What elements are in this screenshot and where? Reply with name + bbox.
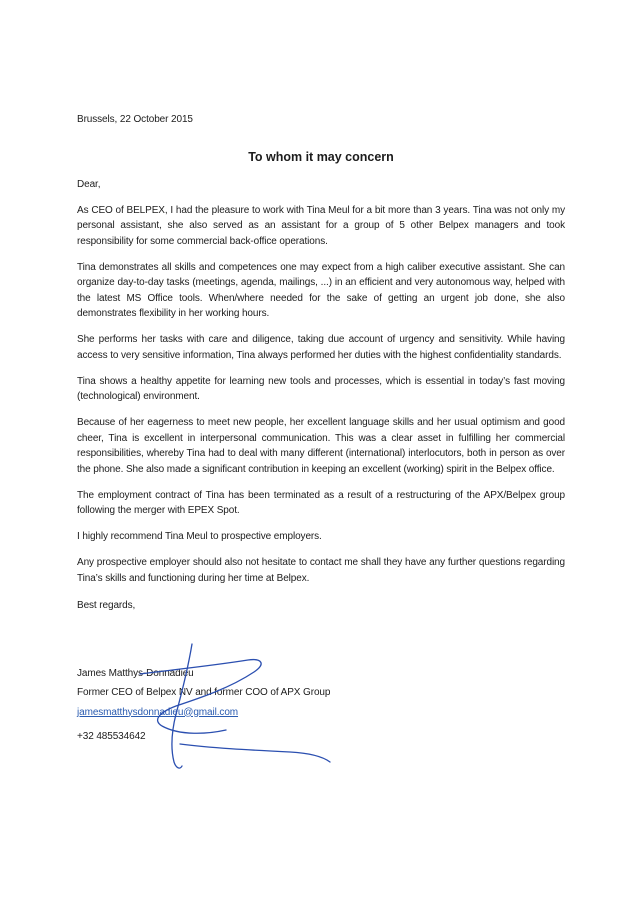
phone-number: +32 485534642	[77, 731, 146, 742]
paragraph-contact: Any prospective employer should also not hesitate to contact me shall they have any further questions regarding Tina’s skills and functioning during her time at Belpex.	[77, 557, 565, 584]
signer-title: Former CEO of Belpex NV and former COO of APX Group	[77, 687, 331, 698]
letter-heading: To whom it may concern	[248, 149, 394, 164]
paragraph-communication: Because of her eagerness to meet new people, her excellent language skills and her usual optimism and good cheer, Tina is excellent in interpersonal communication. This was a clear asset in fulfilling her commercial responsibilities, whereby Tina had to deal with many different (international) interlocutors, both in person as over the phone. She also made a significant contribution in keeping an excellent (working) spirit in the Belpex office.	[77, 417, 565, 475]
signature-stroke-tail	[180, 744, 330, 762]
closing: Best regards,	[77, 600, 136, 611]
paragraph-skills: Tina demonstrates all skills and competences one may expect from a high caliber executive assistant. She can organize day-to-day tasks (meetings, agenda, mailings, ...) in an efficient and very autonomous way, helped with the latest MS Office tools. When/where needed for the sake of getting an urgent job done, she also demonstrates flexibility in her working hours.	[77, 261, 565, 319]
place-date: Brussels, 22 October 2015	[77, 114, 193, 125]
paragraph-diligence: She performs her tasks with care and diligence, taking due account of urgency and sensitivity. While having access to very sensitive information, Tina always performed her duties with the highest confidentiality standards.	[77, 334, 565, 361]
letter-body	[77, 112, 565, 745]
paragraph-recommendation: I highly recommend Tina Meul to prospective employers.	[77, 531, 322, 542]
signer-name: James Matthys-Donnadieu	[77, 667, 194, 679]
salutation: Dear,	[77, 178, 101, 190]
paragraph-termination: The employment contract of Tina has been terminated as a result of a restructuring of the APX/Belpex group following the merger with EPEX Spot.	[77, 489, 565, 516]
email-link[interactable]: jamesmatthysdonnadieu@gmail.com	[77, 706, 239, 718]
paragraph-learning: Tina shows a healthy appetite for learning new tools and processes, which is essential in today’s fast moving (technological) environment.	[77, 375, 565, 402]
paragraph-role: As CEO of BELPEX, I had the pleasure to work with Tina Meul for a bit more than 3 years. Tina was not only my personal assistant, she also served as an assistant for a group of 5 other Belpex managers and took responsibility for some commercial back-office operations.	[77, 204, 565, 247]
